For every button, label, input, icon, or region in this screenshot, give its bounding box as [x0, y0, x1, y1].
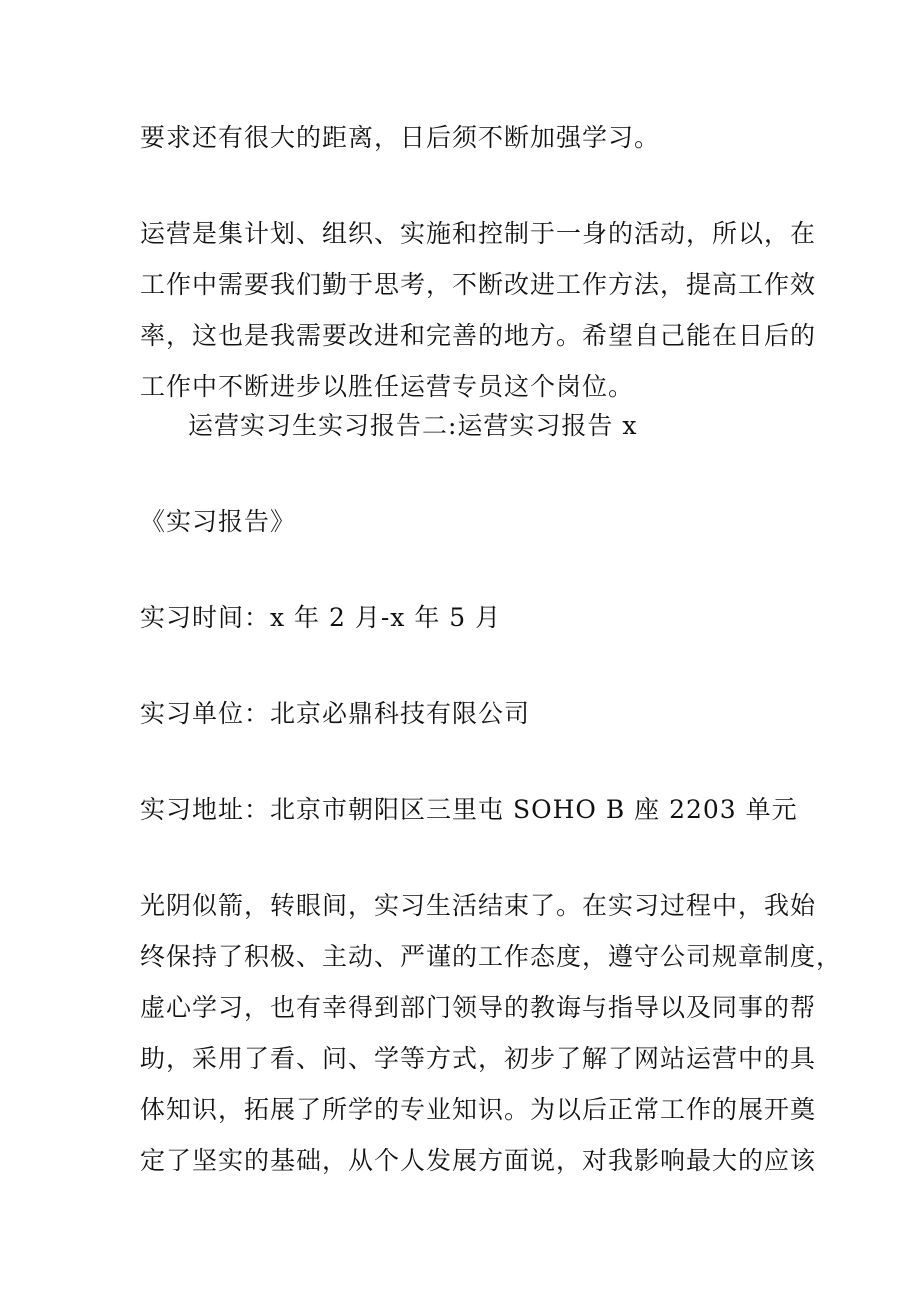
text-line: 定了坚实的基础，从个人发展方面说，对我影响最大的应该: [140, 1146, 817, 1175]
text-line: 工作中需要我们勤于思考，不断改进工作方法，提高工作效: [140, 270, 817, 299]
text-line: 要求还有很大的距离，日后须不断加强学习。: [140, 123, 661, 152]
report-title-text: 《实习报告》: [140, 507, 297, 536]
paragraph-internship-summary: [140, 880, 843, 1186]
text-line: 助，采用了看、问、学等方式，初步了解了网站运营中的具: [140, 1044, 817, 1073]
internship-company: [140, 688, 790, 739]
text-line: 光阴似箭，转眼间，实习生活结束了。在实习过程中，我始: [140, 891, 817, 920]
text-line: 体知识，拓展了所学的专业知识。为以后正常工作的展开奠: [140, 1095, 817, 1124]
text-line: 虚心学习，也有幸得到部门领导的教诲与指导以及同事的帮: [140, 993, 817, 1022]
text-line: 运营是集计划、组织、实施和控制于一身的活动，所以，在: [140, 219, 817, 248]
paragraph-operations-reflection: [140, 208, 817, 412]
internship-period-text: 实习时间：x 年 2 月-x 年 5 月: [140, 603, 502, 632]
section-heading-text: 运营实习生实习报告二:运营实习报告 x: [188, 411, 638, 440]
section-heading: [188, 400, 838, 451]
paragraph-study-gap: [140, 112, 790, 163]
text-line: 率，这也是我需要改进和完善的地方。希望自己能在日后的: [140, 321, 817, 350]
internship-company-text: 实习单位：北京必鼎科技有限公司: [140, 699, 531, 728]
text-line: 工作中不断进步以胜任运营专员这个岗位。: [140, 372, 635, 401]
report-title: [140, 496, 790, 547]
internship-address: [140, 784, 798, 835]
internship-address-text: 实习地址：北京市朝阳区三里屯 SOHO B 座 2203 单元: [140, 795, 798, 824]
text-line: 终保持了积极、主动、严谨的工作态度，遵守公司规章制度，: [140, 942, 843, 971]
internship-period: [140, 592, 790, 643]
